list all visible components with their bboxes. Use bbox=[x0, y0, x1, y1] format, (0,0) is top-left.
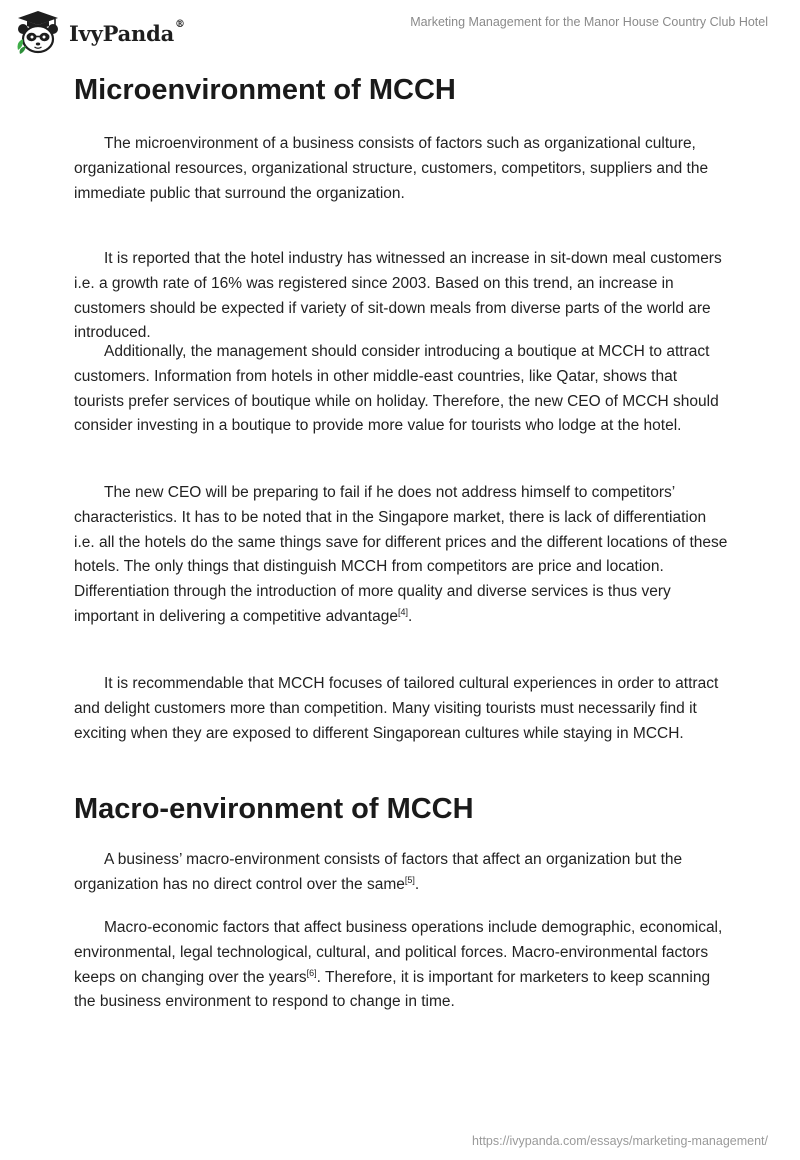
source-url[interactable]: https://ivypanda.com/essays/marketing-management/ bbox=[472, 1134, 768, 1148]
paragraph: The microenvironment of a business consists of factors such as organizational culture, organizational resources, organizational structure, customers, competitors, suppliers and the immediate public that surround the organization. bbox=[74, 135, 709, 202]
paragraph: The new CEO will be preparing to fail if he does not address himself to competitors’ characteristics. It has to be noted that in the Singapore market, there is lack of differentiation i.e. all the hotels do the same things save for different prices and the different locations of these hotels. The only things that distinguish MCCH from competitors are price and location. Differentiation through the introduction of more quality and diverse services is thus very important in delivering a competitive advantage[4]. bbox=[74, 484, 728, 625]
panda-logo-icon bbox=[14, 8, 62, 56]
paragraph: It is recommendable that MCCH focuses of tailored cultural experiences in order to attract and delight customers more than competition. Many visiting tourists must necessarily find it exciting when they are exposed to different Singaporean cultures while staying in MCCH. bbox=[74, 675, 719, 742]
citation-ref[interactable]: [4] bbox=[397, 606, 408, 617]
page-header bbox=[0, 0, 800, 60]
paragraph: It is reported that the hotel industry has witnessed an increase in sit-down meal customers i.e. a growth rate of 16% was registered since 2003. Based on this trend, an increase in customers should be expected if variety of sit-down meals from diverse parts of the world are introduced. bbox=[74, 250, 722, 342]
logo-wordmark: IvyPanda® bbox=[69, 18, 185, 46]
paragraph: A business’ macro-environment consists of factors that affect an organization but the organization has no direct control over the same[5]. bbox=[74, 851, 683, 893]
citation-ref[interactable]: [6] bbox=[306, 967, 317, 978]
section-heading-microenvironment: Microenvironment of MCCH bbox=[74, 74, 456, 106]
document-title: Marketing Management for the Manor House Country Club Hotel bbox=[410, 15, 768, 29]
section-heading-macro-environment: Macro-environment of MCCH bbox=[74, 793, 474, 825]
citation-ref[interactable]: [5] bbox=[404, 874, 415, 885]
paragraph: Macro-economic factors that affect business operations include demographic, economical, environmental, legal technological, cultural, and political forces. Macro-environmental factors keeps on changing over the years[6]. Therefore, it is important for marketers to keep scanning the business environment to respond to change in time. bbox=[74, 919, 723, 1011]
ivypanda-logo[interactable] bbox=[14, 8, 185, 56]
paragraph: Additionally, the management should consider introducing a boutique at MCCH to attract customers. Information from hotels in other middle-east countries, like Qatar, shows that tourists prefer services of boutique while on holiday. Therefore, the new CEO of MCCH should consider investing in a boutique to provide more value for tourists who lodge at the hotel. bbox=[74, 343, 719, 435]
